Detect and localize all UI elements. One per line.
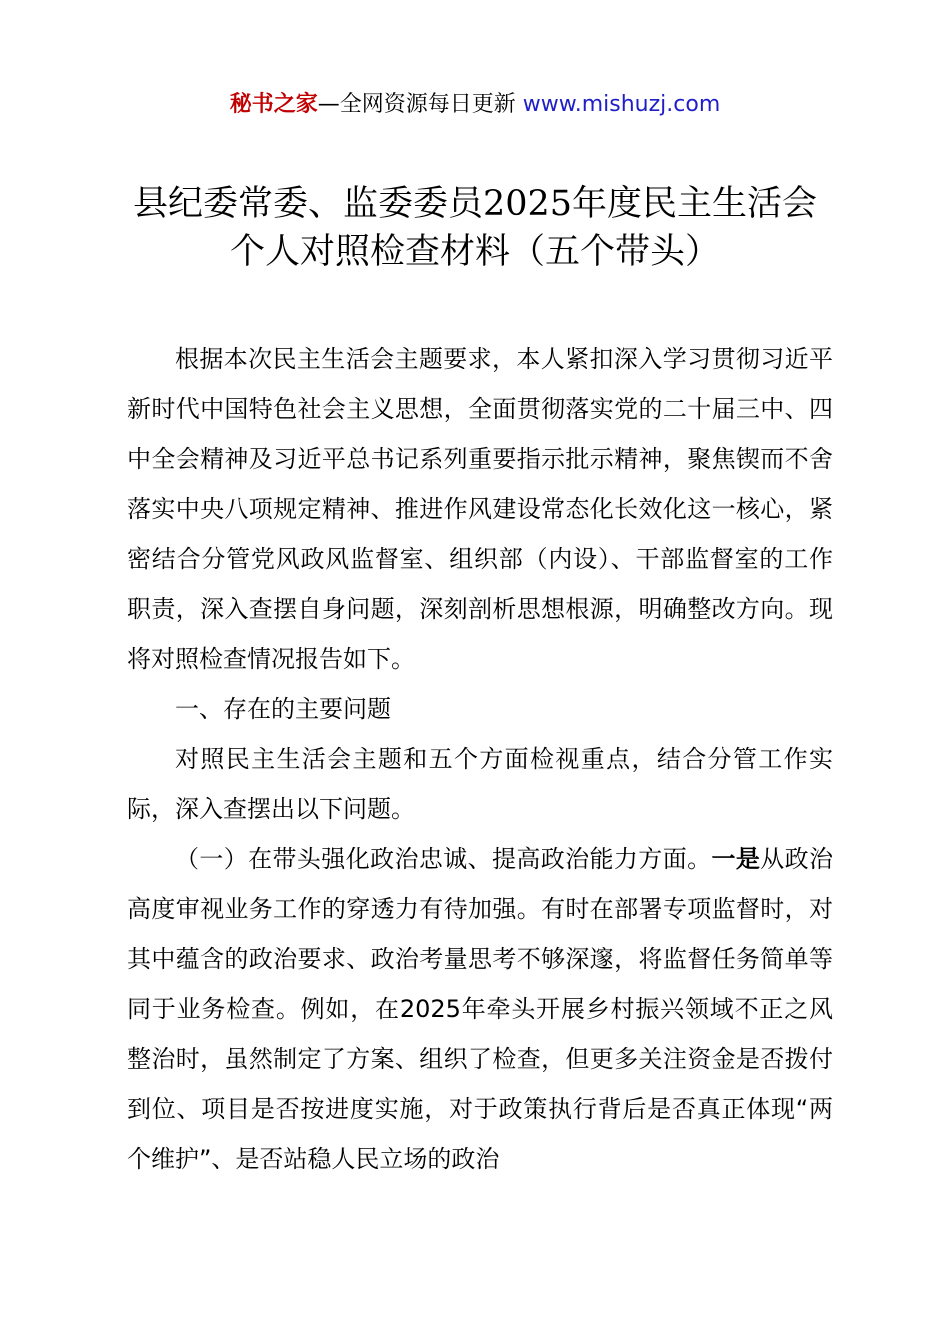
site-header [0,88,950,122]
section-heading: 一、存在的主要问题 [175,695,391,723]
item-emphasis: 一是 [711,845,761,873]
header-tagline: —全网资源每日更新 [317,92,516,117]
brand-name: 秘书之家 [229,92,318,117]
item-paragraph [127,834,833,1184]
item-text: 从政治高度审视业务工作的穿透力有待加强。有时在部署专项监督时，对其中蕴含的政治要求、政治考量思考不够深邃，将监督任务简单等同于业务检查。例如，在2025年牵头开展乡村振兴领域不正之风整治时，虽然制定了方案、组织了检查，但更多关注资金是否拨付到位、项目是否按进度实施，对于政策执行背后是否真正体现“两个维护”、是否站稳人民立场的政治 [127,845,834,1173]
site-url-link[interactable]: www.mishuzj.com [522,92,721,117]
title-line-2: 个人对照检查材料（五个带头） [229,232,720,272]
document-title [0,180,950,276]
item-prefix: （一）在带头强化政治忠诚、提高政治能力方面。 [175,845,712,873]
intro-paragraph: 根据本次民主生活会主题要求，本人紧扣深入学习贯彻习近平新时代中国特色社会主义思想，全面贯彻落实党的二十届三中、四中全会精神及习近平总书记系列重要指示批示精神，聚焦锲而不舍落实中央八项规定精神、推进作风建设常态化长效化这一核心，紧密结合分管党风政风监督室、组织部（内设）、干部监督室的工作职责，深入查摆自身问题，深刻剖析思想根源，明确整改方向。现将对照检查情况报告如下。 [127,345,833,673]
document-body [127,334,833,1184]
title-line-1: 县纪委常委、监委委员2025年度民主生活会 [132,184,818,224]
section-intro-paragraph: 对照民主生活会主题和五个方面检视重点，结合分管工作实际，深入查摆出以下问题。 [127,745,833,823]
